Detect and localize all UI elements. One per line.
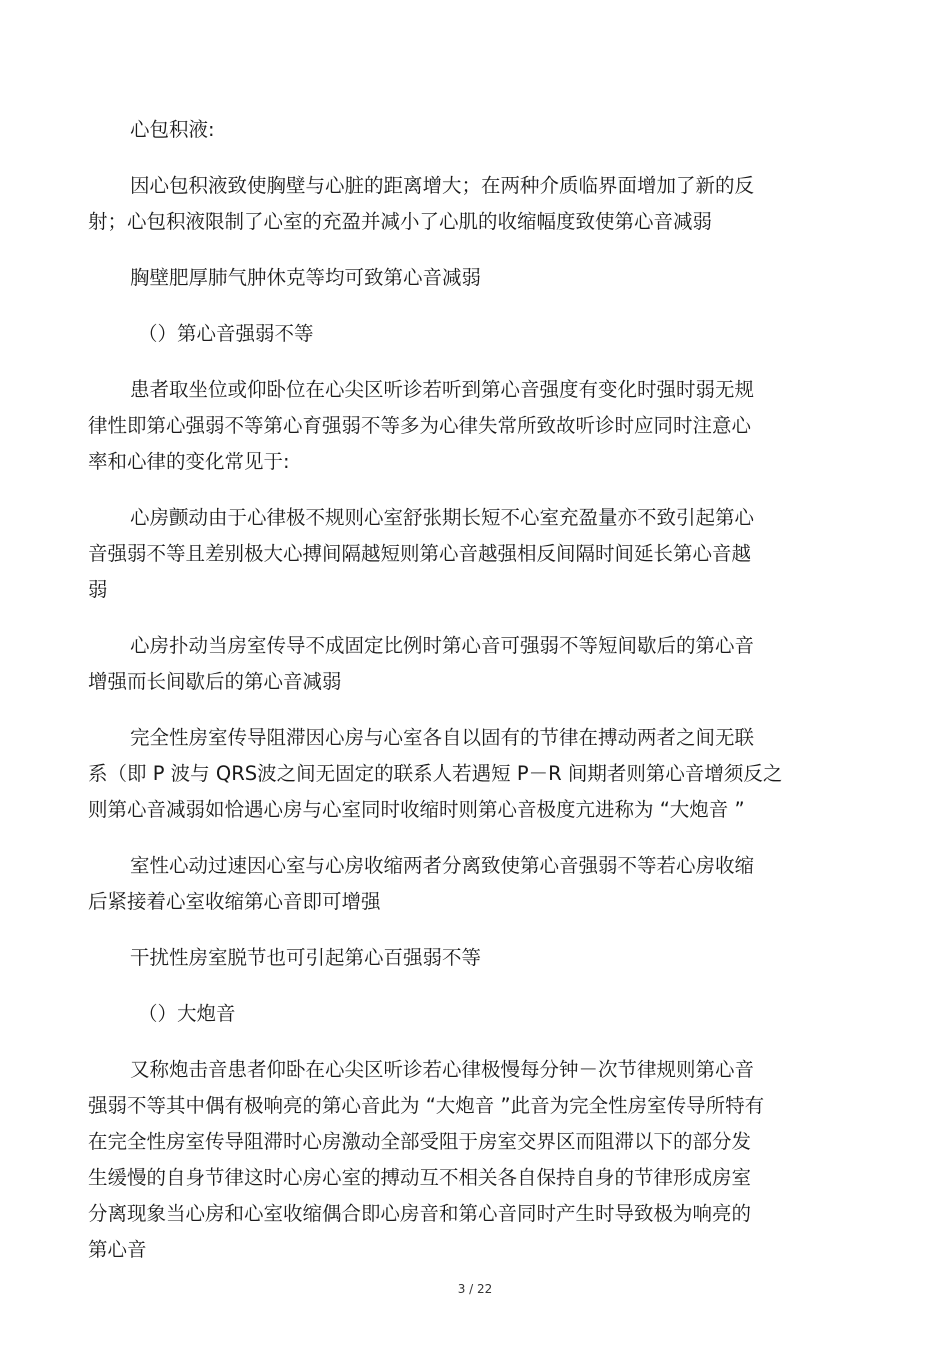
text-line: 射；心包积液限制了心室的充盈并减小了心肌的收缩幅度致使第心音减弱	[88, 210, 713, 233]
text-line: 增强而长间歇后的第心音减弱	[88, 670, 342, 693]
paragraph	[88, 316, 858, 352]
paragraph	[88, 112, 858, 148]
paragraph	[88, 372, 858, 480]
text-line: 胸壁肥厚肺气肿休克等均可致第心音减弱	[130, 266, 482, 289]
document-body	[88, 112, 858, 1288]
text-line: 生缓慢的自身节律这时心房心室的搏动互不相关各自保持自身的节律形成房室	[88, 1166, 752, 1189]
page-number: 3 / 22	[457, 1282, 493, 1296]
text-line: 强弱不等其中偶有极响亮的第心音此为 “大炮音 ”此音为完全性房室传导所特有	[88, 1094, 765, 1117]
text-line: （）第心音强弱不等	[138, 322, 314, 345]
paragraph	[88, 848, 858, 920]
text-line: 率和心律的变化常见于:	[88, 450, 290, 473]
text-line: 律性即第心强弱不等第心育强弱不等多为心律失常所致故听诊时应同时注意心	[88, 414, 752, 437]
text-line: 系（即 P 波与 QRS波之间无固定的联系人若遇短 P－R 间期者则第心音增须反之	[88, 762, 783, 785]
text-line: 室性心动过速因心室与心房收缩两者分离致使第心音强弱不等若心房收缩	[130, 854, 755, 877]
text-line: 心房扑动当房室传导不成固定比例时第心音可强弱不等短间歇后的第心音	[130, 634, 755, 657]
text-line: 第心音	[88, 1238, 147, 1261]
paragraph	[88, 500, 858, 608]
text-line: 弱	[88, 578, 108, 601]
paragraph	[88, 260, 858, 296]
paragraph	[88, 996, 858, 1032]
text-line: 心房颤动由于心律极不规则心室舒张期长短不心室充盈量亦不致引起第心	[130, 506, 755, 529]
text-line: 在完全性房室传导阻滞时心房激动全部受阻于房室交界区而阻滞以下的部分发	[88, 1130, 752, 1153]
paragraph	[88, 720, 858, 828]
text-line: 音强弱不等且差别极大心搏间隔越短则第心音越强相反间隔时间延长第心音越	[88, 542, 752, 565]
text-line: 完全性房室传导阻滞因心房与心室各自以固有的节律在搏动两者之间无联	[130, 726, 755, 749]
text-line: （）大炮音	[138, 1002, 236, 1025]
text-line: 分离现象当心房和心室收缩偶合即心房音和第心音同时产生时导致极为响亮的	[88, 1202, 752, 1225]
text-line: 心包积液:	[130, 118, 215, 141]
paragraph	[88, 168, 858, 240]
paragraph	[88, 940, 858, 976]
paragraph	[88, 628, 858, 700]
paragraph	[88, 1052, 858, 1268]
text-line: 因心包积液致使胸壁与心脏的距离增大；在两种介质临界面增加了新的反	[130, 174, 755, 197]
text-line: 干扰性房室脱节也可引起第心百强弱不等	[130, 946, 482, 969]
text-line: 患者取坐位或仰卧位在心尖区听诊若听到第心音强度有变化时强时弱无规	[130, 378, 755, 401]
text-line: 又称炮击音患者仰卧在心尖区听诊若心律极慢每分钟－次节律规则第心音	[130, 1058, 755, 1081]
text-line: 则第心音减弱如恰遇心房与心室同时收缩时则第心音极度亢进称为 “大炮音 ”	[88, 798, 745, 821]
text-line: 后紧接着心室收缩第心音即可增强	[88, 890, 381, 913]
